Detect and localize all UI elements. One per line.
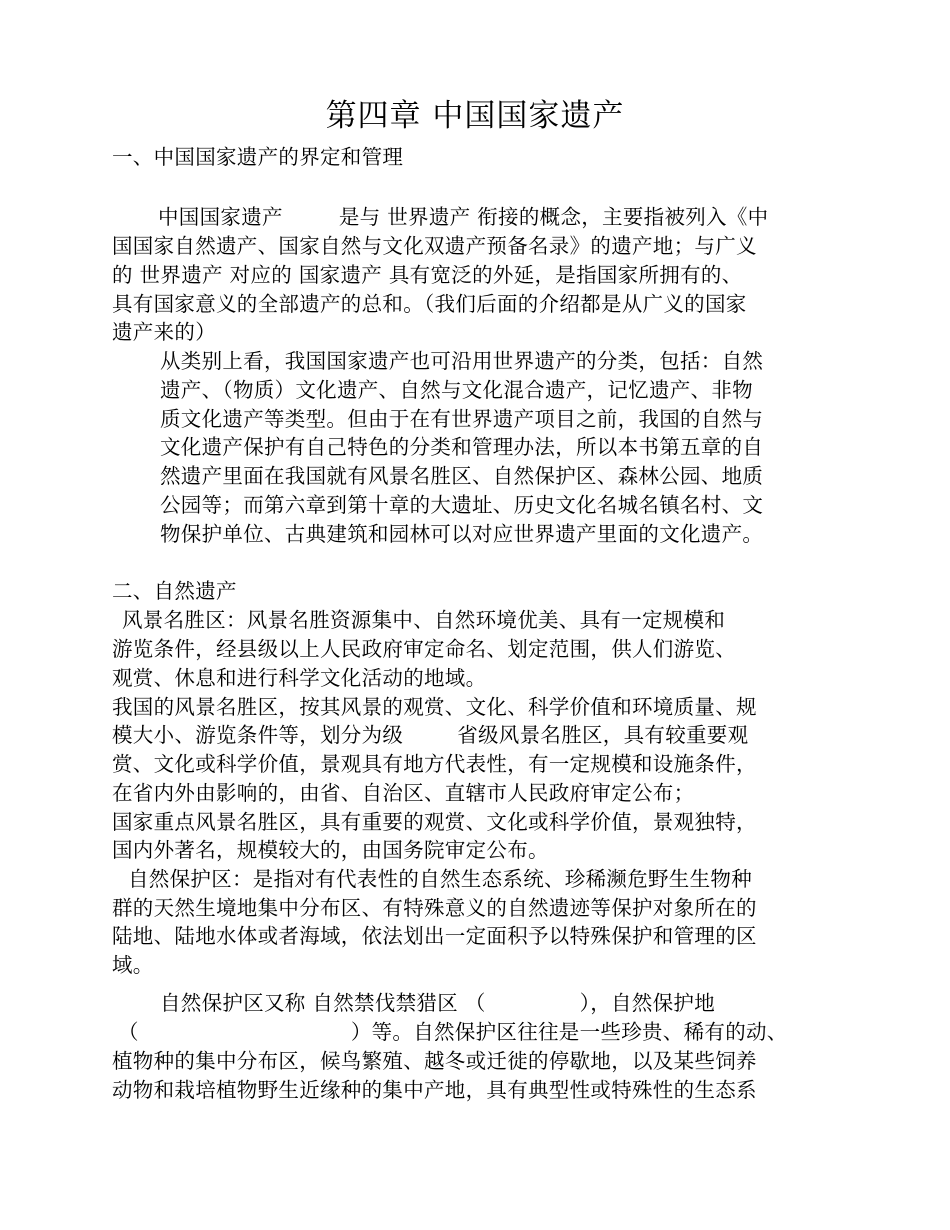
paragraph-text: ），自然保护地: [579, 991, 715, 1015]
paragraph-text: ）等。自然保护区往往是一些珍贵、稀有的动、: [350, 1020, 788, 1044]
paragraph-line: 赏、文化或科学价值，景观具有地方代表性，有一定规模和设施条件，: [112, 752, 757, 776]
paragraph-line: 质文化遗产等类型。但由于在有世界遗产项目之前，我国的自然与: [160, 407, 764, 431]
paragraph-text: 自然保护区又称 自然禁伐禁猎区 （: [160, 991, 486, 1015]
paragraph-text: 模大小、游览条件等，划分为级: [112, 723, 404, 747]
paragraph-line: [158, 203, 768, 232]
paragraph-text: （: [118, 1020, 139, 1044]
paragraph-line: 游览条件，经县级以上人民政府审定命名、划定范围，供人们游览、: [112, 637, 736, 661]
paragraph-line: 遗产、（物质）文化遗产、自然与文化混合遗产，记忆遗产、非物: [160, 378, 753, 402]
paragraph-line: 物保护单位、古典建筑和园林可以对应世界遗产里面的文化遗产。: [160, 522, 764, 546]
paragraph-line: 自然保护区：是指对有代表性的自然生态系统、珍稀濒危野生生物种: [128, 867, 752, 891]
paragraph-line: 群的天然生境地集中分布区、有特殊意义的自然遗迹等保护对象所在的: [112, 896, 757, 920]
paragraph-line: 动物和栽培植物野生近缘种的集中产地，具有典型性或特殊性的生态系: [112, 1078, 757, 1102]
paragraph-line: 我国的风景名胜区，按其风景的观赏、文化、科学价值和环境质量、规: [112, 695, 757, 719]
paragraph-line: 观赏、休息和进行科学文化活动的地域。: [112, 666, 487, 690]
section-heading-1: 一、中国国家遗产的界定和管理: [112, 145, 404, 169]
paragraph-line: 陆地、陆地水体或者海域，依法划出一定面积予以特殊保护和管理的区: [112, 924, 757, 948]
section-heading-2: 二、自然遗产: [112, 579, 237, 603]
paragraph-line: 国国家自然遗产、国家自然与文化双遗产预备名录》的遗产地；与广义: [112, 234, 757, 258]
paragraph-line: 公园等；而第六章到第十章的大遗址、历史文化名城名镇名村、文: [160, 493, 764, 517]
paragraph-line: [118, 1018, 788, 1047]
paragraph-line: 风景名胜区：风景名胜资源集中、自然环境优美、具有一定规模和: [122, 608, 726, 632]
paragraph-line: 从类别上看，我国国家遗产也可沿用世界遗产的分类，包括：自然: [160, 349, 764, 373]
paragraph-text: 省级风景名胜区，具有较重要观: [457, 723, 749, 747]
paragraph-line: 文化遗产保护有自己特色的分类和管理办法，所以本书第五章的自: [160, 435, 764, 459]
paragraph-line: 在省内外由影响的，由省、自治区、直辖市人民政府审定公布；: [112, 781, 695, 805]
paragraph-line: 然遗产里面在我国就有风景名胜区、自然保护区、森林公园、地质: [160, 464, 764, 488]
paragraph-line: 国家重点风景名胜区，具有重要的观赏、文化或科学价值，景观独特，: [112, 810, 757, 834]
paragraph-text: 是与 世界遗产 衔接的概念，主要指被列入《中: [338, 205, 769, 229]
paragraph-line: 具有国家意义的全部遗产的总和。（我们后面的介绍都是从广义的国家: [112, 292, 747, 316]
paragraph-line: 植物种的集中分布区，候鸟繁殖、越冬或迁徙的停歇地，以及某些饲养: [112, 1049, 757, 1073]
paragraph-text: 中国国家遗产: [158, 205, 283, 229]
chapter-title: 第四章 中国国家遗产: [325, 98, 625, 134]
paragraph-line: 遗产来的）: [112, 320, 216, 344]
paragraph-line: [160, 989, 715, 1018]
paragraph-line: 的 世界遗产 对应的 国家遗产 具有宽泛的外延，是指国家所拥有的、: [112, 263, 743, 287]
paragraph-line: [112, 721, 748, 750]
paragraph-line: 域。: [112, 953, 154, 977]
paragraph-line: 国内外著名，规模较大的，由国务院审定公布。: [112, 838, 549, 862]
